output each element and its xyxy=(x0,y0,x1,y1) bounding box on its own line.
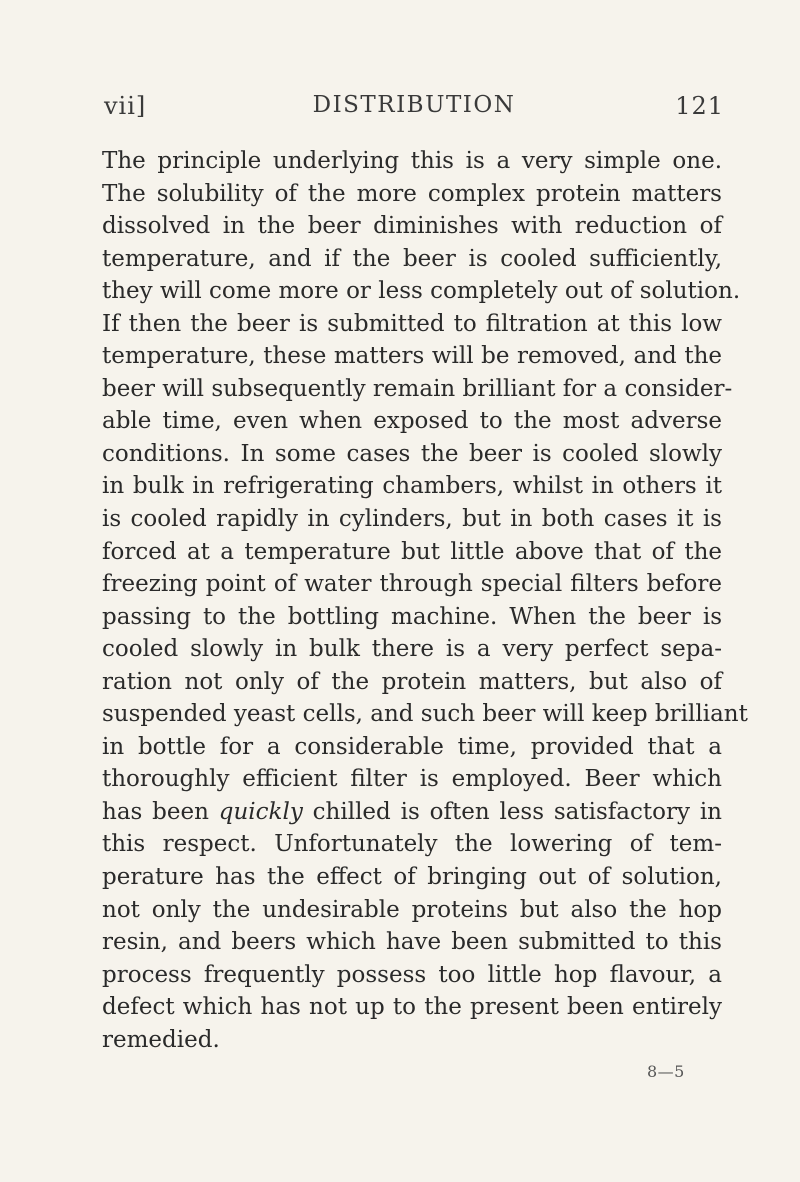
text-line: dissolved in the beer diminishes with reduction of xyxy=(102,213,722,240)
text-line: If then the beer is submitted to filtration at this low xyxy=(102,310,722,337)
running-title: DISTRIBUTION xyxy=(312,92,516,118)
body-paragraph xyxy=(102,145,748,1056)
signature-mark: 8—5 xyxy=(647,1062,685,1081)
text-line: passing to the bottling machine. When the beer is xyxy=(102,603,722,630)
text-line: resin, and beers which have been submitted to this xyxy=(102,929,722,956)
text-line: beer will subsequently remain brilliant for a consider- xyxy=(102,375,733,402)
text-line: perature has the effect of bringing out of solution, xyxy=(102,864,722,891)
chapter-number: vii] xyxy=(104,92,147,120)
text-line: this respect. Unfortunately the lowering of tem- xyxy=(102,831,722,858)
text-line: able time, even when exposed to the most adverse xyxy=(102,408,722,435)
text-line: thoroughly efficient filter is employed. Beer which xyxy=(102,766,722,793)
page-number: 121 xyxy=(675,92,724,120)
text-line: conditions. In some cases the beer is cooled slowly xyxy=(102,440,722,467)
text-line: forced at a temperature but little above that of the xyxy=(102,538,722,565)
text-line: cooled slowly in bulk there is a very perfect sepa- xyxy=(102,636,722,663)
text-line: suspended yeast cells, and such beer will keep brilliant xyxy=(102,701,748,728)
text-line: temperature, and if the beer is cooled sufficiently, xyxy=(102,245,722,272)
text-line: process frequently possess too little hop flavour, a xyxy=(102,961,722,988)
text-line: in bulk in refrigerating chambers, whilst in others it xyxy=(102,473,722,500)
running-header xyxy=(104,92,724,128)
text-line: The principle underlying this is a very simple one. xyxy=(102,148,722,174)
text-line: in bottle for a considerable time, provided that a xyxy=(102,733,722,760)
text-line: not only the undesirable proteins but also the hop xyxy=(102,896,722,923)
text-line: temperature, these matters will be removed, and the xyxy=(102,343,722,370)
text-line: ration not only of the protein matters, but also of xyxy=(102,668,722,695)
text-line: The solubility of the more complex protein matters xyxy=(102,180,722,207)
text-line: remedied. xyxy=(102,1026,220,1053)
text-line: freezing point of water through special filters before xyxy=(102,571,722,598)
text-line-with-emphasis xyxy=(102,796,722,829)
text-line: they will come more or less completely out of solution. xyxy=(102,278,741,305)
emphasized-word: quickly xyxy=(218,798,303,825)
text-line: is cooled rapidly in cylinders, but in both cases it is xyxy=(102,506,722,533)
text-line: defect which has not up to the present been entirely xyxy=(102,994,722,1021)
text-fragment: chilled is often less satisfactory in xyxy=(302,798,722,825)
text-fragment: has been xyxy=(102,798,219,825)
